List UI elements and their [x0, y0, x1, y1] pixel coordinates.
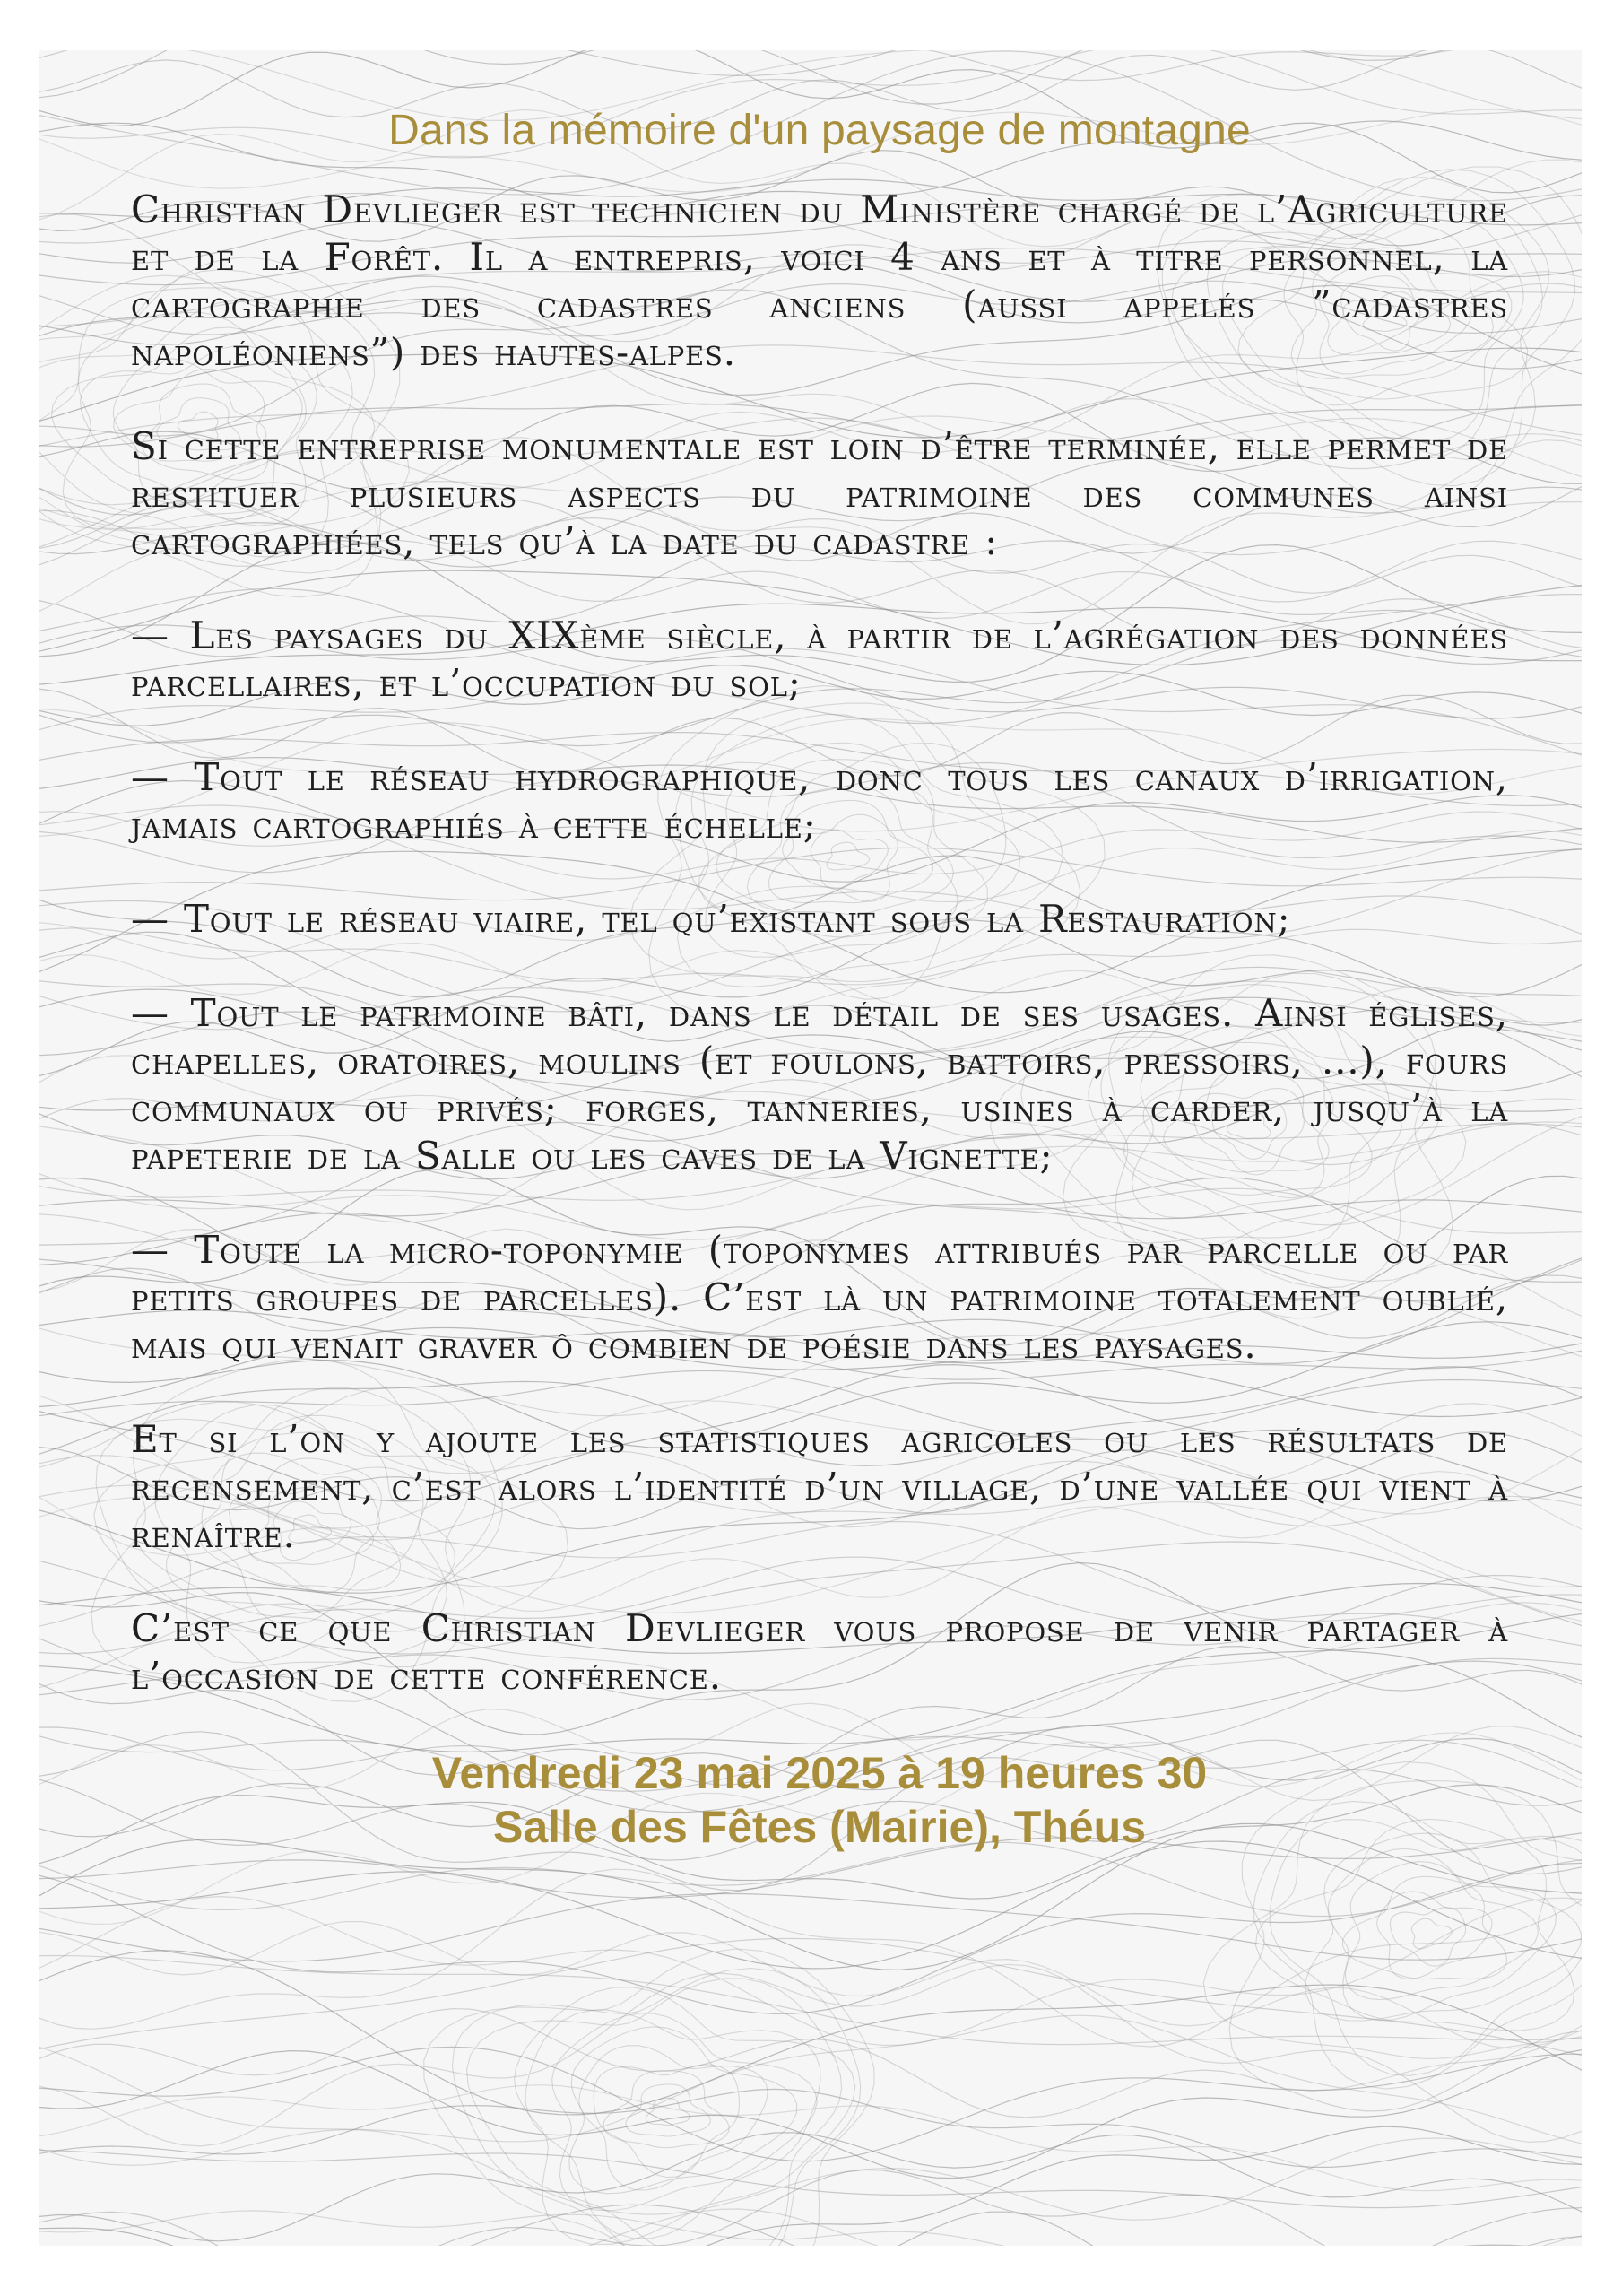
contour-line [39, 2133, 1582, 2241]
contour-line [39, 2015, 1582, 2147]
contour-line [39, 50, 1582, 81]
paragraph-statistics: Et si l’on y ajoute les statistiques agricoles ou les résultats de recensement, c’est alors l’identité d’un village, d’une vallée qui vient à renaître. [131, 1417, 1508, 1556]
contour-line [39, 1897, 1582, 2046]
contour-ring [1411, 1918, 1452, 1949]
contour-line [39, 2130, 1582, 2221]
contour-line [39, 2245, 1582, 2246]
contour-line [39, 2047, 1582, 2161]
list-item-landscapes: — Les paysages du XIXème siècle, à partir de l’agrégation des données parcellaires, et l’occupation du sol; [131, 613, 1508, 705]
contour-line [39, 2212, 1582, 2246]
contour-ring [1390, 1908, 1465, 1966]
event-place: Salle des Fêtes (Mairie), Théus [492, 1802, 1147, 1852]
list-item-hydrography: — Tout le réseau hydrographique, donc tous les canaux d’irrigation, jamais cartographiés à cette échelle; [131, 755, 1508, 847]
contour-ring [594, 2065, 739, 2178]
contour-line [39, 2209, 1582, 2246]
poster-content [131, 106, 1508, 1854]
paragraph-purpose: Si cette entreprise monumentale est loin d’être terminée, elle permet de restituer plusieurs aspects du patrimoine des communes ainsi cartographiées, tels qu’à la date du cadastre : [131, 424, 1508, 563]
contour-line [39, 2009, 1582, 2118]
event-details [131, 1746, 1508, 1854]
contour-ring [1305, 1833, 1582, 2021]
paragraph-intro: Christian Devlieger est technicien du Ministère chargé de l’Agriculture et de la Forêt. Il a entrepris, voici 4 ans et à titre personnel, la cartographie des cadastres anciens (aussi appelés ”cadastres napoléoniens”) des hautes-alpes. [131, 187, 1508, 374]
headline: Dans la mémoire d'un paysage de montagne [388, 107, 1251, 154]
contour-ring [1343, 1876, 1507, 1979]
event-date: Vendredi 23 mai 2025 à 19 heures 30 [431, 1748, 1208, 1798]
contour-ring [1328, 1848, 1556, 2020]
contour-line [39, 2211, 1582, 2246]
paragraph-invitation: C’est ce que Christian Devlieger vous propose de venir partager à l’occasion de cette conférence. [131, 1606, 1508, 1698]
contour-line [39, 2126, 1582, 2246]
list-item-built-heritage: — Tout le patrimoine bâti, dans le détail de ses usages. Ainsi églises, chapelles, oratoires, moulins (et foulons, battoirs, pressoirs, ...), fours communaux ou privés; forges, tanneries, usines à carder, jusqu’à la papeterie de la Salle ou les caves de la Vignette; [131, 991, 1508, 1178]
contour-line [39, 2170, 1582, 2246]
list-item-toponymy: — Toute la micro-toponymie (toponymes attribués par parcelle ou par petits groupes de parcelles). C’est là un patrimoine totalement oublié, mais qui venait graver ô combien de poésie dans les paysages. [131, 1228, 1508, 1367]
poster-sheet [39, 50, 1582, 2246]
list-item-roads: — Tout le réseau viaire, tel qu’existant sous la Restauration; [131, 897, 1291, 941]
